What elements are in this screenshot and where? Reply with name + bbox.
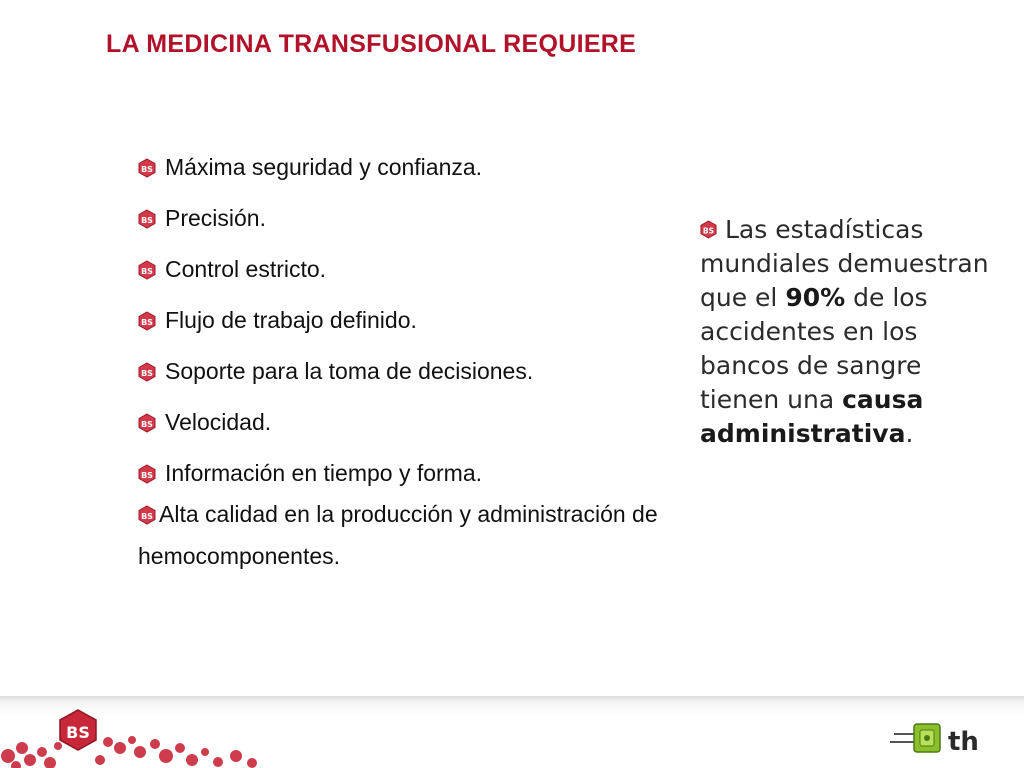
bs-hexagon-bullet-icon <box>700 220 717 239</box>
list-item <box>138 193 658 244</box>
statistic-cause: causa administrativa <box>700 385 924 448</box>
bs-hexagon-bullet-icon <box>138 362 156 382</box>
svg-text:BS: BS <box>141 215 153 225</box>
list-item-text: Flujo de trabajo definido. <box>165 307 417 333</box>
bs-hexagon-bullet-icon <box>138 505 156 525</box>
svg-text:BS: BS <box>141 512 153 521</box>
svg-text:BS: BS <box>141 419 153 429</box>
svg-text:BS: BS <box>141 317 153 327</box>
list-item-text: Velocidad. <box>165 409 272 435</box>
list-item <box>138 295 658 346</box>
list-item <box>138 346 658 397</box>
list-item-text: Precisión. <box>165 205 266 231</box>
bs-hexagon-bullet-icon <box>138 413 156 433</box>
statistic-percent: 90% <box>785 283 846 312</box>
statistic-part1: Las estadísticas mundiales demuestran que el <box>700 215 989 312</box>
statistic-part2: de los accidentes en los bancos de sangre tienen una <box>700 283 928 414</box>
svg-text:BS: BS <box>141 164 153 174</box>
svg-text:BS: BS <box>702 226 715 236</box>
right-logo-text: th <box>948 727 979 757</box>
requirements-list <box>138 142 658 577</box>
list-item <box>138 397 658 448</box>
list-item-text: Control estricto. <box>165 256 327 282</box>
list-item-text: Máxima seguridad y confianza. <box>165 154 483 180</box>
list-item <box>138 244 658 295</box>
svg-text:BS: BS <box>141 368 153 378</box>
list-item-text: Alta calidad en la producción y administración de hemocomponentes. <box>138 501 658 569</box>
bs-hexagon-bullet-icon <box>138 158 156 178</box>
list-item-text: Información en tiempo y forma. <box>165 460 483 486</box>
bs-hexagon-bullet-icon <box>138 209 156 229</box>
bs-hexagon-bullet-icon <box>138 260 156 280</box>
slide-title: LA MEDICINA TRANSFUSIONAL REQUIERE <box>106 30 637 58</box>
list-item <box>138 448 658 499</box>
list-item-text: Soporte para la toma de decisiones. <box>165 358 534 384</box>
blood-cells-bs-logo <box>0 700 280 768</box>
list-item <box>138 493 658 577</box>
bs-hexagon-bullet-icon <box>138 311 156 331</box>
bs-hexagon-bullet-icon <box>138 464 156 484</box>
statistic-text <box>700 213 990 451</box>
svg-text:BS: BS <box>141 266 153 276</box>
left-logo-text: BS <box>66 723 90 742</box>
th-logo-icon <box>890 716 1000 760</box>
list-item <box>138 142 658 193</box>
svg-text:BS: BS <box>141 470 153 480</box>
statistic-end: . <box>905 419 914 448</box>
